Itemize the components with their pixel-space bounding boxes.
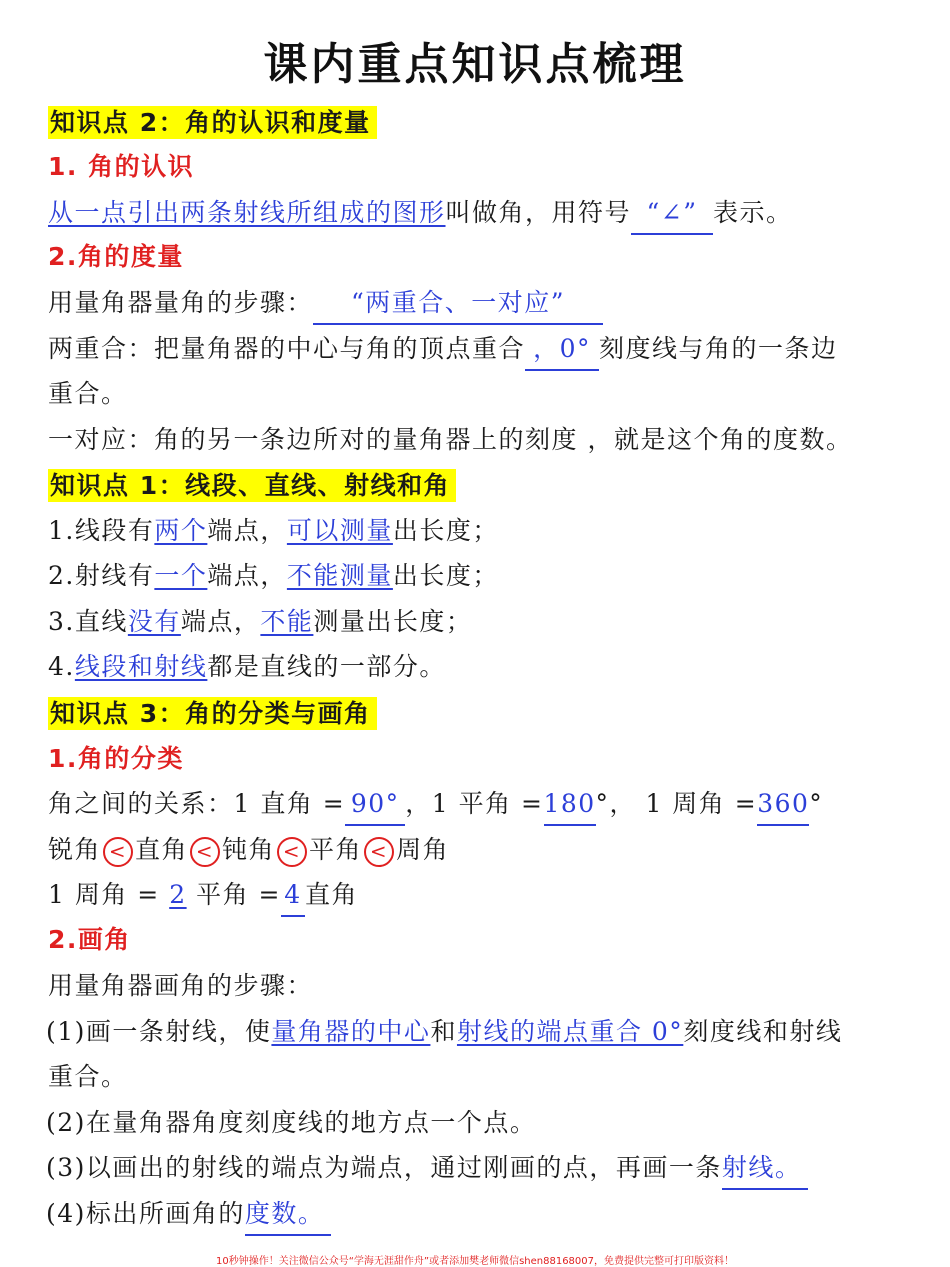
step-text: (1)画一条射线，使 <box>46 1017 272 1046</box>
list-item <box>48 647 446 687</box>
full-angle-value: 360 <box>757 784 809 826</box>
definition-end: 表示。 <box>713 198 793 227</box>
item-text: 2.射线有 <box>48 561 155 590</box>
item-text: 都是直线的一部分。 <box>207 652 446 681</box>
angle-name: 平角 <box>309 835 363 864</box>
draw-step-3 <box>46 1148 808 1190</box>
sub-draw-angle: 2.画角 <box>48 925 131 954</box>
measure-steps <box>48 283 603 325</box>
draw-step-1 <box>46 1012 842 1052</box>
item-underline: 不能 <box>260 607 314 636</box>
straight-angle-value: 180 <box>544 784 596 826</box>
item-text: 端点， <box>180 607 261 636</box>
subheading <box>48 920 131 960</box>
less-than-circle: < <box>190 837 220 867</box>
list-item <box>48 556 499 596</box>
one-correspond <box>48 420 852 460</box>
less-than-circle: < <box>277 837 307 867</box>
straight-angle-count: 2 <box>169 880 187 909</box>
draw-step-2 <box>46 1103 536 1143</box>
coincide-text: 两重合：把量角器的中心与角的顶点重合 <box>48 334 526 363</box>
equation-text: 直角 <box>304 880 358 909</box>
item-text: 端点， <box>207 561 287 590</box>
item-text: 出长度； <box>392 516 499 545</box>
coincide-text-c: 重合。 <box>48 379 128 408</box>
item-underline: 线段和射线 <box>74 652 208 681</box>
draw-steps-label <box>48 966 313 1006</box>
sub-angle-recognition: 1. 角的认识 <box>48 152 195 181</box>
section-heading <box>48 103 377 143</box>
symbol-blank: “∠” <box>631 193 713 235</box>
draw-label: 用量角器画角的步骤： <box>48 971 314 1000</box>
equation-text: 平角 = <box>196 880 281 909</box>
angle-name: 锐角 <box>48 835 102 864</box>
subheading <box>48 739 184 779</box>
steps-label: 用量角器量角的步骤： <box>48 288 314 317</box>
right-angle-count: 4 <box>281 875 305 917</box>
step-text: 刻度线和射线 <box>683 1017 843 1046</box>
item-underline: 可以测量 <box>286 516 393 545</box>
relation-text: °， 1 周角 = <box>595 789 758 818</box>
draw-step-1-cont <box>48 1057 128 1097</box>
step-text: 和 <box>430 1017 457 1046</box>
item-text: 测量出长度； <box>313 607 473 636</box>
section-2-heading: 知识点 2：角的认识和度量 <box>48 106 377 139</box>
step-underline: 度数。 <box>245 1194 331 1236</box>
draw-step-4 <box>46 1194 331 1236</box>
item-text: 4. <box>48 652 75 681</box>
sub-angle-classes: 1.角的分类 <box>48 744 184 773</box>
step-text: 重合。 <box>48 1062 128 1091</box>
two-coincide <box>48 329 838 371</box>
relation-text: ° <box>809 789 824 818</box>
page-title: 课内重点知识点梳理 <box>263 39 687 90</box>
subheading <box>48 147 194 187</box>
item-text: 3.直线 <box>48 607 128 636</box>
list-item <box>48 511 499 551</box>
section-heading <box>48 466 456 506</box>
subheading <box>48 237 184 277</box>
item-underline: 不能测量 <box>286 561 393 590</box>
angle-definition <box>48 193 793 235</box>
full-angle-equation <box>48 875 358 917</box>
list-item <box>48 602 472 642</box>
item-text: 1.线段有 <box>48 516 155 545</box>
item-text: 出长度； <box>392 561 499 590</box>
zero-degree-blank: ，0° <box>525 329 599 371</box>
definition-underline: 从一点引出两条射线所组成的图形 <box>48 198 446 227</box>
angle-name: 钝角 <box>222 835 276 864</box>
step-underline: 量角器的中心 <box>271 1017 431 1046</box>
relation-text: ，1 平角 = <box>405 789 544 818</box>
two-coincide-cont <box>48 374 128 414</box>
angle-name: 直角 <box>135 835 189 864</box>
angle-name: 周角 <box>396 835 450 864</box>
angle-order <box>48 830 449 870</box>
section-3-heading: 知识点 3：角的分类与画角 <box>48 697 377 730</box>
section-heading <box>48 694 377 734</box>
steps-blank: “两重合、一对应” <box>313 283 603 325</box>
item-underline: 两个 <box>154 516 208 545</box>
equation-text: 1 周角 = <box>48 880 160 909</box>
step-underline: 射线的端点重合 0° <box>456 1017 684 1046</box>
relation-text: 角之间的关系：1 直角 = <box>48 789 346 818</box>
item-underline: 一个 <box>154 561 208 590</box>
item-text: 端点， <box>207 516 287 545</box>
sub-angle-measure: 2.角的度量 <box>48 242 184 271</box>
step-text: (3)以画出的射线的端点为端点，通过刚画的点，再画一条 <box>46 1153 722 1182</box>
section-1-heading: 知识点 1：线段、直线、射线和角 <box>48 469 456 502</box>
definition-text: 叫做角，用符号 <box>445 198 632 227</box>
step-underline: 射线。 <box>722 1148 808 1190</box>
less-than-circle: < <box>103 837 133 867</box>
angle-relations <box>48 784 823 826</box>
right-angle-value: 90° <box>345 784 405 826</box>
coincide-text-b: 刻度线与角的一条边 <box>599 334 838 363</box>
less-than-circle: < <box>364 837 394 867</box>
item-underline: 没有 <box>127 607 181 636</box>
footer-note: 10秒钟操作！关注微信公众号“学海无涯甜作舟”或者添加樊老师微信shen88168007，免费提供完整可打印版资料！ <box>215 1256 735 1267</box>
correspond-text: 一对应：角的另一条边所对的量角器上的刻度 ，就是这个角的度数。 <box>48 425 853 454</box>
step-text: (4)标出所画角的 <box>46 1199 245 1228</box>
step-text: (2)在量角器角度刻度线的地方点一个点。 <box>46 1108 537 1137</box>
